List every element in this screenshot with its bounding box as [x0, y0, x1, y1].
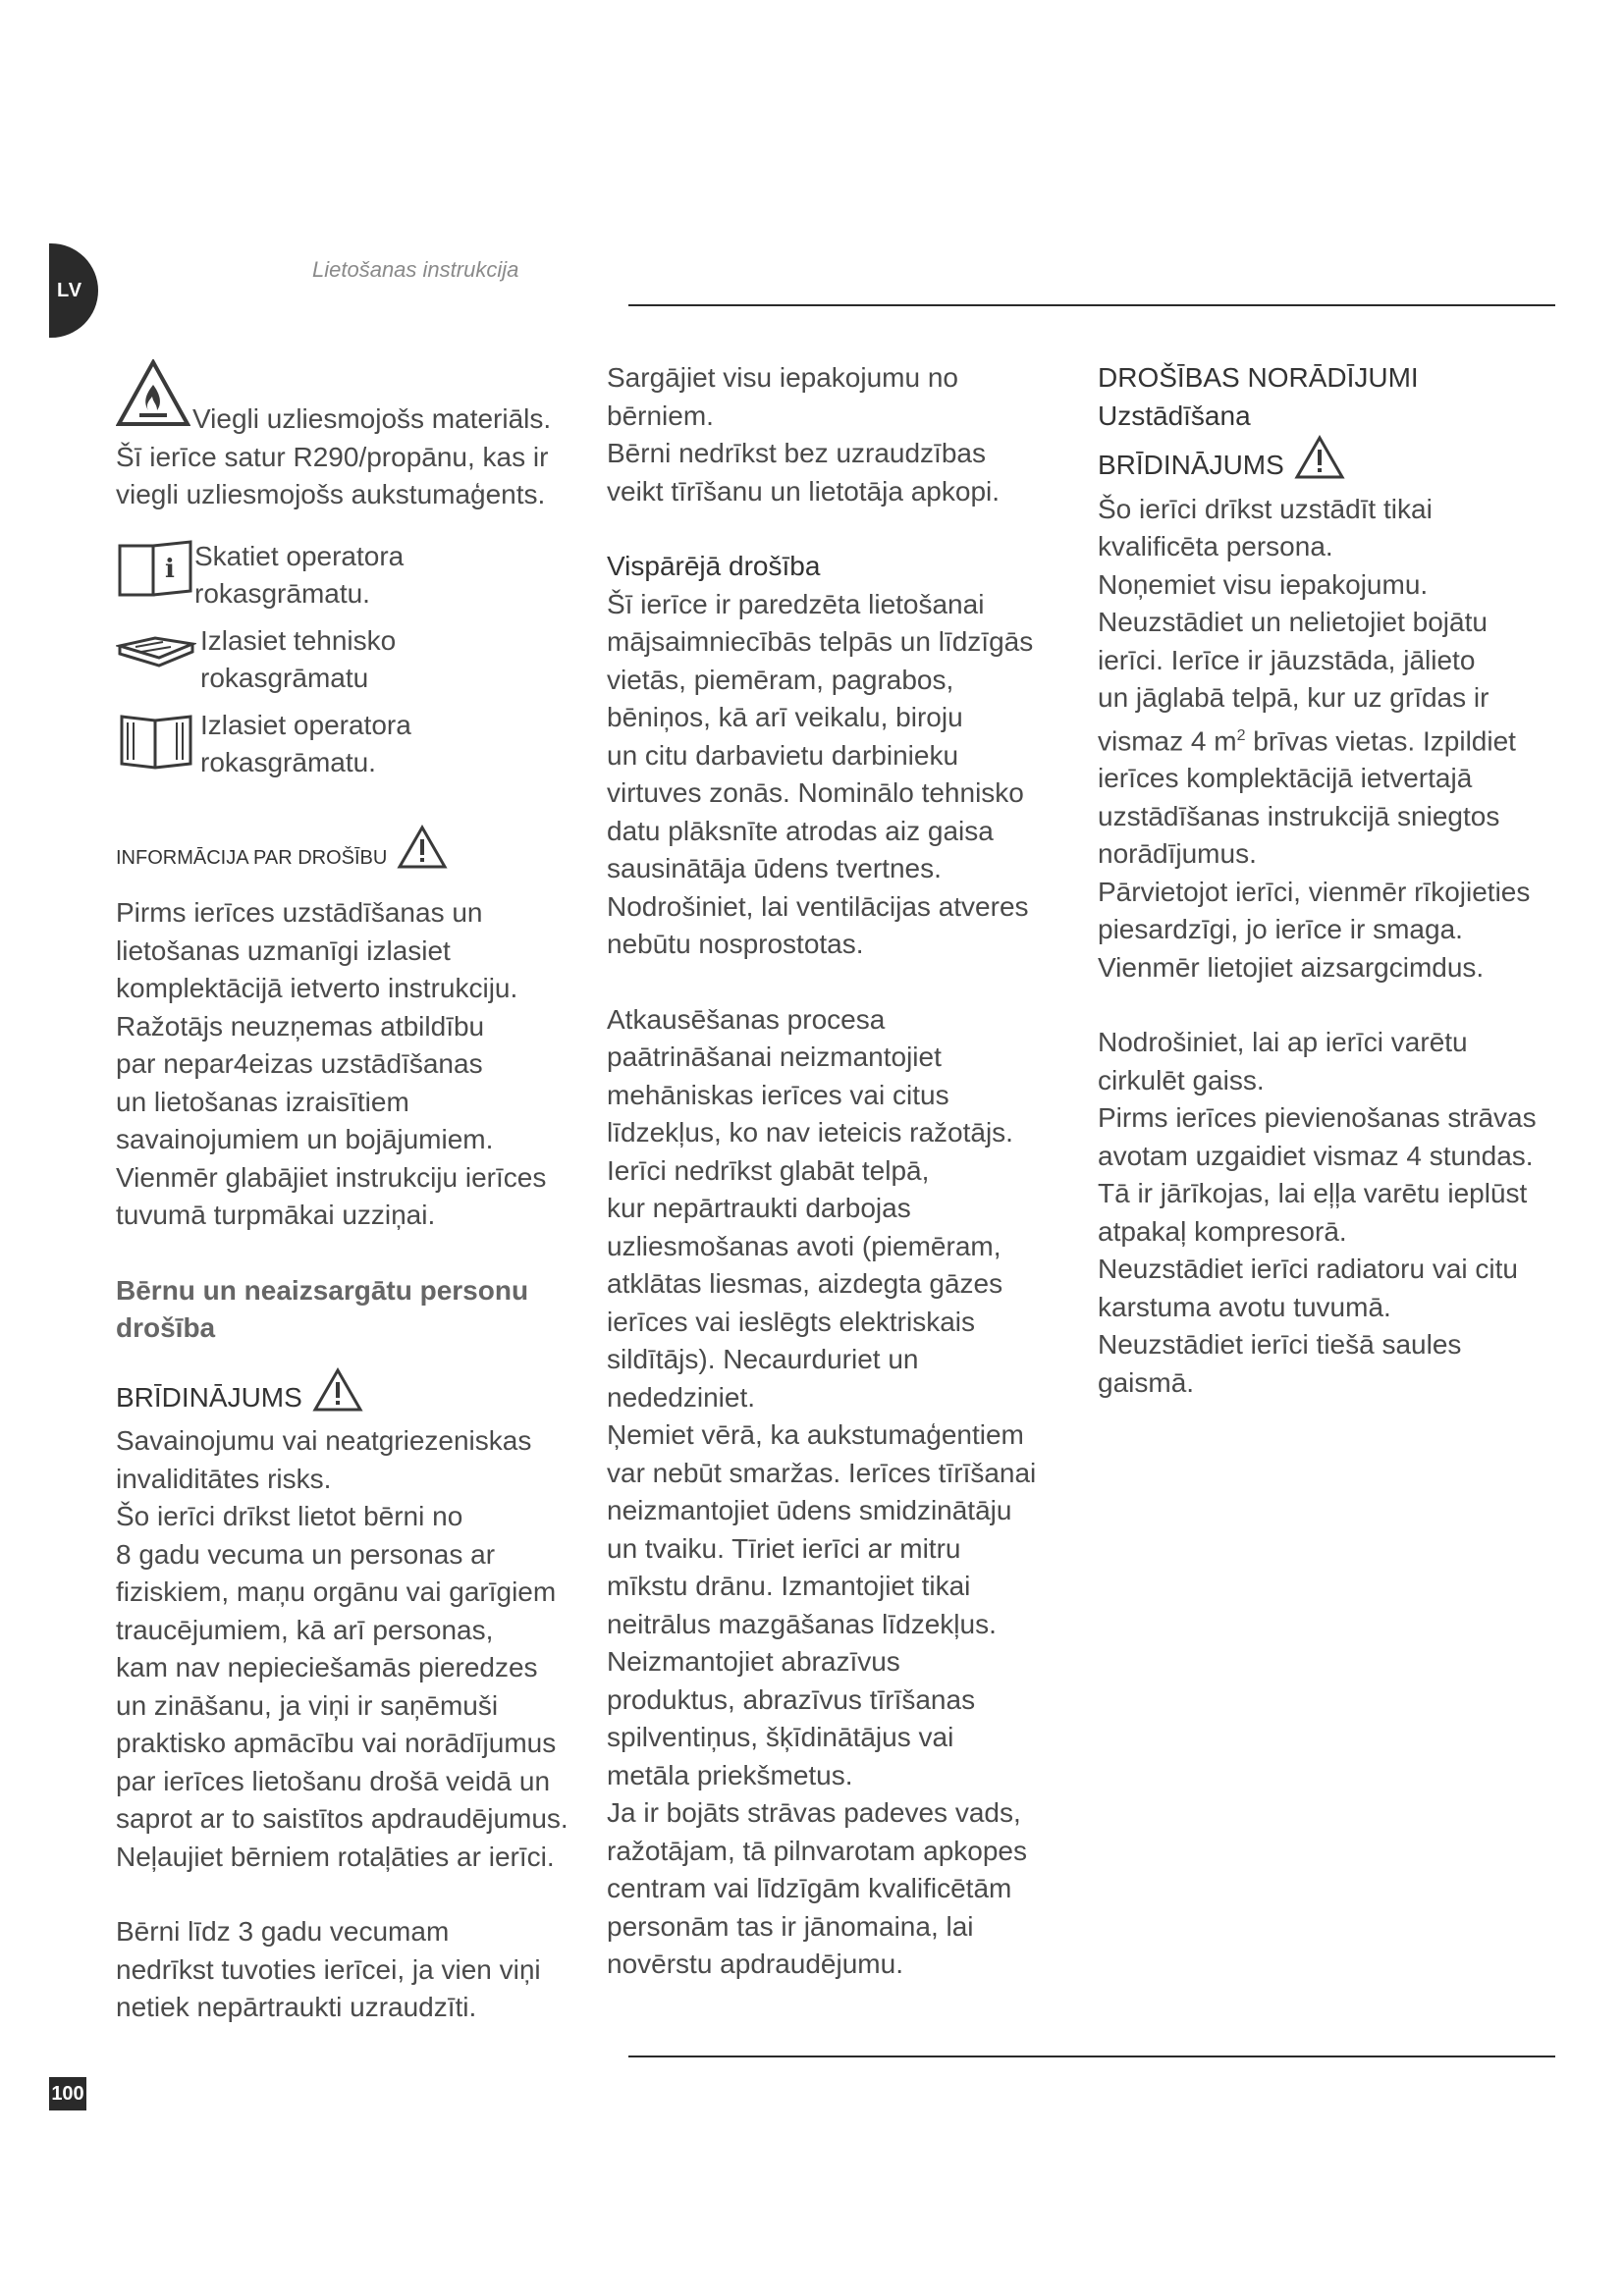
- technical-manual-text: Izlasiet tehnisko rokasgrāmatu: [200, 624, 397, 693]
- language-tab: [49, 243, 98, 338]
- book-icon: [116, 707, 196, 780]
- warning-heading-2-text: BRĪDINĀJUMS: [1098, 450, 1284, 480]
- installation-body-1: Šo ierīci drīkst uzstādīt tikai kvalificēta persona. Noņemiet visu iepakojumu. Neuzstādiet un nelietojiet bojātu ierīci. Ierīce ir jāuzstāda, jālieto un jāglabā telpā, kur uz grīdas ir vismaz 4 m: [1098, 493, 1489, 756]
- technical-manual-row: [116, 622, 583, 697]
- general-safety-heading: Vispārējā drošība: [607, 551, 821, 581]
- installation-superscript: 2: [1236, 726, 1246, 744]
- flammable-block: [116, 359, 583, 439]
- defrost-body: Atkausēšanas procesa paātrināšanai neizmantojiet mehāniskas ierīces vai citus līdzekļus, ko nav ieteicis ražotājs. Ierīci nedrīkst glabāt telpā, kur nepārtraukti darbojas uzliesmošanas avoti (piemēram, atklātas liesmas, aizdegta gāzes ierīces vai ieslēgts elektriskais sildītājs). Necaurduriet un nededziniet. Ņemiet vērā, ka aukstumaģentiem var nebūt smaržas. Ierīces tīrīšanai neizmantojiet ūdens smidzinātāju un tvaiku. Tīriet ierīci ar mitru mīkstu drānu. Izmantojiet tikai neitrālus mazgāšanas līdzekļus. Neizmantojiet abrazīvus produktus, abrazīvus tīrīšanas spilventiņus, šķīdinātājus vai metāla priekšmetus. Ja ir bojāts strāvas padeves vads, ražotājam, tā pilnvarotam apkopes centram vai līdzīgām kvalificētām personām tas ir jānomaina, lai novērstu apdraudējumu.: [607, 1003, 1037, 1979]
- column-2: [607, 359, 1058, 1984]
- under-3-body: Bērni līdz 3 gadu vecumam nedrīkst tuvoties ierīcei, ja vien viņi netiek nepārtraukti uzraudzīti.: [116, 1916, 541, 2022]
- operator-manual-text: Skatiet operatora rokasgrāmatu.: [194, 540, 405, 609]
- flammable-warning-icon: [116, 359, 190, 439]
- column-3: [1098, 359, 1569, 1402]
- safety-info-heading-text: INFORMĀCIJA PAR DROŠĪBU: [116, 846, 388, 869]
- safety-info-heading: [116, 825, 583, 883]
- svg-text:i: i: [165, 554, 175, 584]
- info-manual-icon: [116, 538, 194, 610]
- safety-info-body: Pirms ierīces uzstādīšanas un lietošanas uzmanīgi izlasiet komplektācijā ietverto instrukciju. Ražotājs neuzņemas atbildību par nepar4eizas uzstādīšanas un lietošanas izraisītiem savainojumiem un bojājumiem. Vienmēr glabājiet instrukciju ierīces tuvumā turpmākai uzziņai.: [116, 897, 547, 1230]
- running-head: Lietošanas instrukcija: [312, 257, 519, 282]
- page-number-text: 100: [51, 2082, 84, 2105]
- general-safety-body: Šī ierīce ir paredzēta lietošanai mājsaimniecībās telpās un līdzīgās vietās, piemēram, pagrabos, bēniņos, kā arī veikalu, biroju un citu darbavietu darbinieku virtuves zonās. Nominālo tehnisko datu plāksnīte atrodas aiz gaisa sausinātāja ūdens tvertnes. Nodrošiniet, lai ventilācijas atveres nebūtu nosprostotas.: [607, 588, 1034, 959]
- column-1: [116, 359, 583, 2027]
- packaging-body: Sargājiet visu iepakojumu no bērniem. Bērni nedrīkst bez uzraudzības veikt tīrīšanu un lietotāja apkopi.: [607, 362, 1001, 507]
- bottom-rule: [628, 2056, 1555, 2057]
- children-safety-heading: Bērnu un neaizsargātu personu drošība: [116, 1274, 529, 1343]
- installation-heading: Uzstādīšana: [1098, 400, 1251, 431]
- warning-heading-1: [116, 1367, 583, 1423]
- warning-heading-2: [1098, 435, 1569, 491]
- warning-icon: [397, 825, 448, 883]
- air-circulation-body: Nodrošiniet, lai ap ierīci varētu cirkulēt gaiss. Pirms ierīces pievienošanas strāvas avotam uzgaidiet vismaz 4 stundas. Tā ir jārīkojas, lai eļļa varētu ieplūst atpakaļ kompresorā. Neuzstādiet ierīci radiatoru vai citu karstuma avotu tuvumā. Neuzstādiet ierīci tiešā saules gaismā.: [1098, 1027, 1537, 1398]
- page-number: [49, 2077, 86, 2110]
- warning-body: Savainojumu vai neatgriezeniskas invaliditātes risks. Šo ierīci drīkst lietot bērni no 8 gadu vecuma un personas ar fiziskiem, maņu orgānu vai garīgiem traucējumiem, kā arī personas, kam nav nepieciešamās pieredzes un zināšanu, ja viņi ir saņēmuši praktisko apmācību vai norādījumus par ierīces lietošanu drošā veidā un saprot ar to saistītos apdraudējumus. Neļaujiet bērniem rotaļāties ar ierīci.: [116, 1425, 568, 1872]
- installation-body: [1098, 491, 1569, 988]
- read-manual-text: Izlasiet operatora rokasgrāmatu.: [200, 709, 411, 777]
- read-manual-row: [116, 707, 583, 781]
- flammable-body: Šī ierīce satur R290/propānu, kas ir viegli uzliesmojošs aukstumaģents.: [116, 441, 549, 509]
- top-rule: [628, 304, 1555, 306]
- open-book-icon: [116, 622, 196, 678]
- flammable-title: Viegli uzliesmojošs materiāls.: [192, 403, 552, 434]
- installation-body-2: brīvas vietas. Izpildiet ierīces komplektācijā ietvertajā uzstādīšanas instrukcijā sniegtos norādījumus. Pārvietojot ierīci, vienmēr rīkojieties piesardzīgi, jo ierīce ir smaga. Vienmēr lietojiet aizsargcimdus.: [1098, 724, 1531, 983]
- language-tab-label: LV: [57, 279, 83, 301]
- warning-heading-1-text: BRĪDINĀJUMS: [116, 1381, 302, 1413]
- operator-manual-row: [116, 538, 583, 613]
- safety-instructions-heading: DROŠĪBAS NORĀDĪJUMI: [1098, 362, 1419, 393]
- warning-icon: [1294, 435, 1345, 491]
- warning-icon: [312, 1367, 363, 1423]
